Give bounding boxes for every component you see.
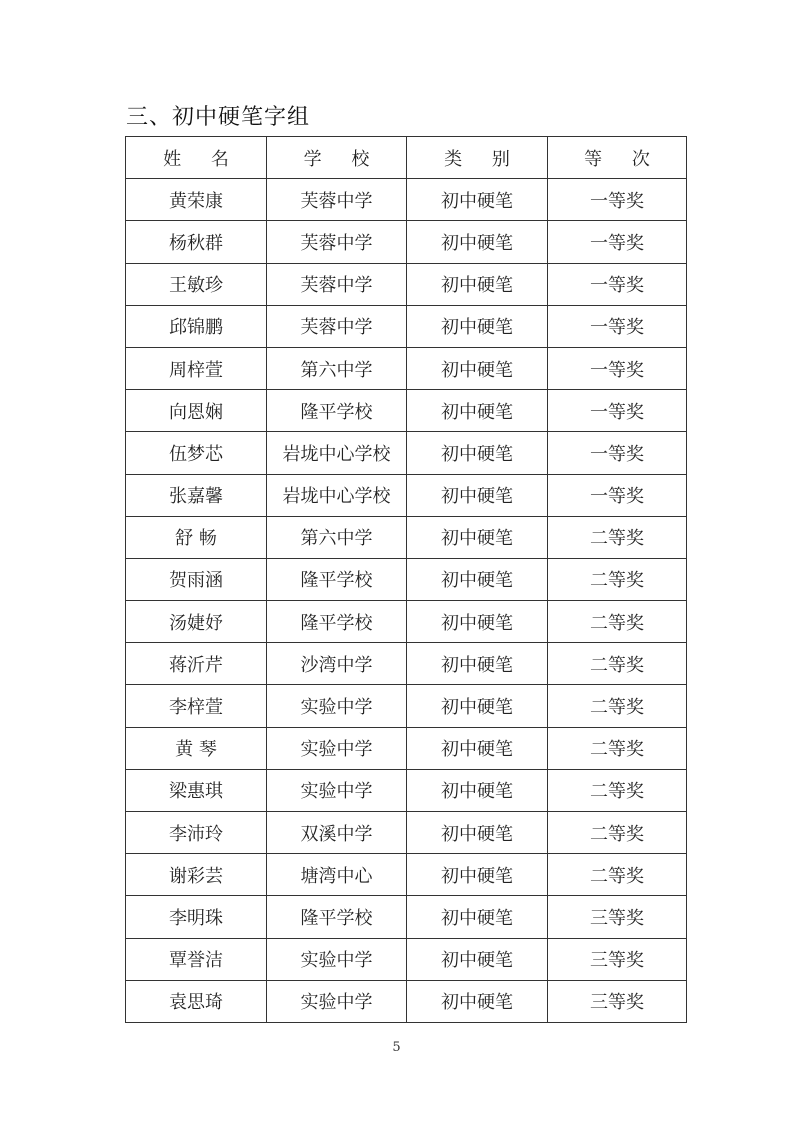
table-row <box>126 854 687 896</box>
student-name-cell: 周梓萱 <box>126 347 267 389</box>
school-cell: 第六中学 <box>267 347 407 389</box>
category-cell: 初中硬笔 <box>407 938 548 980</box>
awards-table <box>125 136 687 1023</box>
category-cell: 初中硬笔 <box>407 390 548 432</box>
student-name-cell: 李梓萱 <box>126 685 267 727</box>
school-cell: 芙蓉中学 <box>267 179 407 221</box>
school-cell: 沙湾中学 <box>267 643 407 685</box>
student-name-cell: 王敏珍 <box>126 263 267 305</box>
student-name-cell: 舒 畅 <box>126 516 267 558</box>
category-cell: 初中硬笔 <box>407 432 548 474</box>
student-name-cell: 向恩娴 <box>126 390 267 432</box>
school-cell: 实验中学 <box>267 980 407 1022</box>
student-name-cell: 李明珠 <box>126 896 267 938</box>
table-row <box>126 305 687 347</box>
student-name-cell: 谢彩芸 <box>126 854 267 896</box>
school-cell: 芙蓉中学 <box>267 221 407 263</box>
student-name-cell: 张嘉馨 <box>126 474 267 516</box>
student-name-cell: 袁思琦 <box>126 980 267 1022</box>
category-cell: 初中硬笔 <box>407 812 548 854</box>
school-cell: 隆平学校 <box>267 390 407 432</box>
student-name-cell: 杨秋群 <box>126 221 267 263</box>
table-row <box>126 601 687 643</box>
award-cell: 二等奖 <box>548 685 687 727</box>
table-row <box>126 938 687 980</box>
category-cell: 初中硬笔 <box>407 558 548 600</box>
category-cell: 初中硬笔 <box>407 601 548 643</box>
award-cell: 一等奖 <box>548 474 687 516</box>
table-row <box>126 896 687 938</box>
school-cell: 隆平学校 <box>267 896 407 938</box>
category-cell: 初中硬笔 <box>407 896 548 938</box>
table-row <box>126 347 687 389</box>
table-row <box>126 812 687 854</box>
student-name-cell: 邱锦鹏 <box>126 305 267 347</box>
category-cell: 初中硬笔 <box>407 685 548 727</box>
table-row <box>126 432 687 474</box>
section-title: 三、初中硬笔字组 <box>126 105 311 130</box>
category-cell: 初中硬笔 <box>407 474 548 516</box>
award-cell: 一等奖 <box>548 263 687 305</box>
school-cell: 岩垅中心学校 <box>267 474 407 516</box>
category-cell: 初中硬笔 <box>407 769 548 811</box>
category-cell: 初中硬笔 <box>407 854 548 896</box>
student-name-cell: 贺雨涵 <box>126 558 267 600</box>
category-cell: 初中硬笔 <box>407 980 548 1022</box>
category-cell: 初中硬笔 <box>407 516 548 558</box>
table-row <box>126 221 687 263</box>
school-cell: 实验中学 <box>267 769 407 811</box>
category-cell: 初中硬笔 <box>407 221 548 263</box>
award-cell: 一等奖 <box>548 305 687 347</box>
category-cell: 初中硬笔 <box>407 179 548 221</box>
award-cell: 二等奖 <box>548 516 687 558</box>
category-cell: 初中硬笔 <box>407 727 548 769</box>
category-cell: 初中硬笔 <box>407 643 548 685</box>
table-body <box>126 179 687 1023</box>
school-cell: 芙蓉中学 <box>267 305 407 347</box>
student-name-cell: 梁惠琪 <box>126 769 267 811</box>
table-row <box>126 390 687 432</box>
header-school: 学 校 <box>267 137 407 179</box>
award-cell: 二等奖 <box>548 643 687 685</box>
student-name-cell: 黄荣康 <box>126 179 267 221</box>
school-cell: 隆平学校 <box>267 558 407 600</box>
award-cell: 二等奖 <box>548 812 687 854</box>
award-cell: 三等奖 <box>548 938 687 980</box>
award-cell: 一等奖 <box>548 347 687 389</box>
award-cell: 三等奖 <box>548 896 687 938</box>
school-cell: 实验中学 <box>267 685 407 727</box>
award-cell: 二等奖 <box>548 601 687 643</box>
header-category: 类 别 <box>407 137 548 179</box>
page-number: 5 <box>392 1040 401 1055</box>
table-row <box>126 263 687 305</box>
table-row <box>126 769 687 811</box>
award-cell: 三等奖 <box>548 980 687 1022</box>
category-cell: 初中硬笔 <box>407 347 548 389</box>
table-row <box>126 558 687 600</box>
student-name-cell: 覃誉洁 <box>126 938 267 980</box>
school-cell: 岩垅中心学校 <box>267 432 407 474</box>
student-name-cell: 李沛玲 <box>126 812 267 854</box>
category-cell: 初中硬笔 <box>407 305 548 347</box>
table-header-row <box>126 137 687 179</box>
school-cell: 塘湾中心 <box>267 854 407 896</box>
table-row <box>126 643 687 685</box>
school-cell: 实验中学 <box>267 727 407 769</box>
award-cell: 一等奖 <box>548 390 687 432</box>
school-cell: 实验中学 <box>267 938 407 980</box>
award-cell: 二等奖 <box>548 854 687 896</box>
student-name-cell: 蒋沂芹 <box>126 643 267 685</box>
award-cell: 一等奖 <box>548 179 687 221</box>
table-row <box>126 685 687 727</box>
table-row <box>126 474 687 516</box>
school-cell: 第六中学 <box>267 516 407 558</box>
table-row <box>126 516 687 558</box>
award-cell: 二等奖 <box>548 769 687 811</box>
student-name-cell: 黄 琴 <box>126 727 267 769</box>
table-row <box>126 179 687 221</box>
table-row <box>126 727 687 769</box>
table-row <box>126 980 687 1022</box>
school-cell: 芙蓉中学 <box>267 263 407 305</box>
school-cell: 双溪中学 <box>267 812 407 854</box>
school-cell: 隆平学校 <box>267 601 407 643</box>
header-name: 姓 名 <box>126 137 267 179</box>
student-name-cell: 伍梦芯 <box>126 432 267 474</box>
header-rank: 等 次 <box>548 137 687 179</box>
award-cell: 二等奖 <box>548 727 687 769</box>
award-cell: 二等奖 <box>548 558 687 600</box>
category-cell: 初中硬笔 <box>407 263 548 305</box>
student-name-cell: 汤婕妤 <box>126 601 267 643</box>
award-cell: 一等奖 <box>548 432 687 474</box>
award-cell: 一等奖 <box>548 221 687 263</box>
